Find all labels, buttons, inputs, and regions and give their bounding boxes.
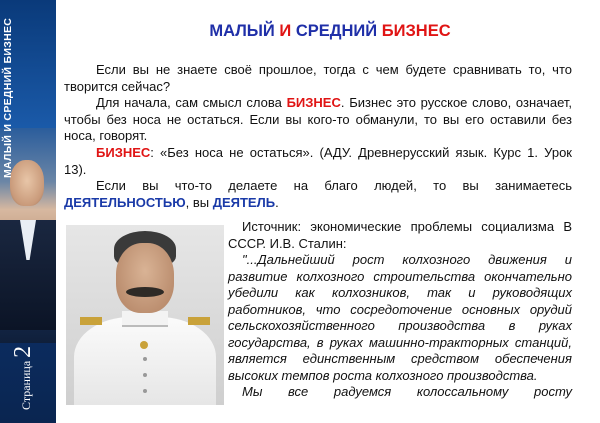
paragraph-2	[64, 95, 572, 145]
p4-mid: , вы	[185, 194, 213, 210]
stalin-portrait	[66, 225, 224, 405]
p4-keyword-1: ДЕЯТЕЛЬНОСТЬЮ	[64, 194, 186, 210]
page-title	[60, 22, 600, 41]
title-part-3: БИЗНЕС	[381, 22, 451, 40]
p3-keyword: БИЗНЕС	[96, 145, 151, 160]
p3-after: : «Без носа не остаться». (АДУ. Древнерусский язык. Курс 1. Урок 13).	[64, 145, 572, 177]
sidebar-title: МАЛЫЙ И СРЕДНИЙ БИЗНЕС	[2, 17, 14, 178]
page-number: 2	[10, 345, 36, 358]
p2-before: Для начала, сам смысл слова	[96, 95, 287, 110]
p2-keyword: БИЗНЕС	[286, 95, 341, 110]
p2-after: . Бизнес это русское слово, означает, чтобы без носа не остаться. Если вы кого-то обманули, то вы его оставили без носа, говорят.	[64, 95, 573, 143]
sidebar	[0, 0, 56, 423]
title-part-2: СРЕДНИЙ	[291, 22, 382, 40]
title-and: И	[279, 22, 292, 40]
p4-end: .	[275, 194, 279, 210]
title-part-1: МАЛЫЙ	[209, 22, 280, 40]
source-line: Источник: экономические проблемы социализма В СССР. И.В. Сталин:	[228, 219, 572, 251]
p4-keyword-2: ДЕЯТЕЛЬ	[212, 194, 276, 210]
source-quote: "...Дальнейший рост колхозного движения и развитие колхозного строительства окончательно убедили как колхозников, так и руководящих работников, что сосредоточение основных орудий сельскохозяйственного производства в руках государства, в руках машинно-тракторных станций, является единственным средством обеспечения высоких темпов роста колхозного производства.	[228, 252, 572, 383]
page-indicator	[10, 346, 37, 410]
source-block	[228, 219, 572, 401]
source-tail: Мы все радуемся колоссальному росту	[242, 384, 572, 399]
paragraph-4	[64, 178, 572, 211]
p4-before: Если вы что-то делаете на благо людей, то вы занимаетесь	[96, 178, 572, 193]
sidebar-photo-face	[10, 160, 44, 206]
page-label: Страница	[19, 360, 33, 410]
paragraph-3	[64, 145, 572, 178]
paragraph-1: Если вы не знаете своё прошлое, тогда с чем будете сравнивать то, что творится сейчас?	[64, 62, 572, 94]
